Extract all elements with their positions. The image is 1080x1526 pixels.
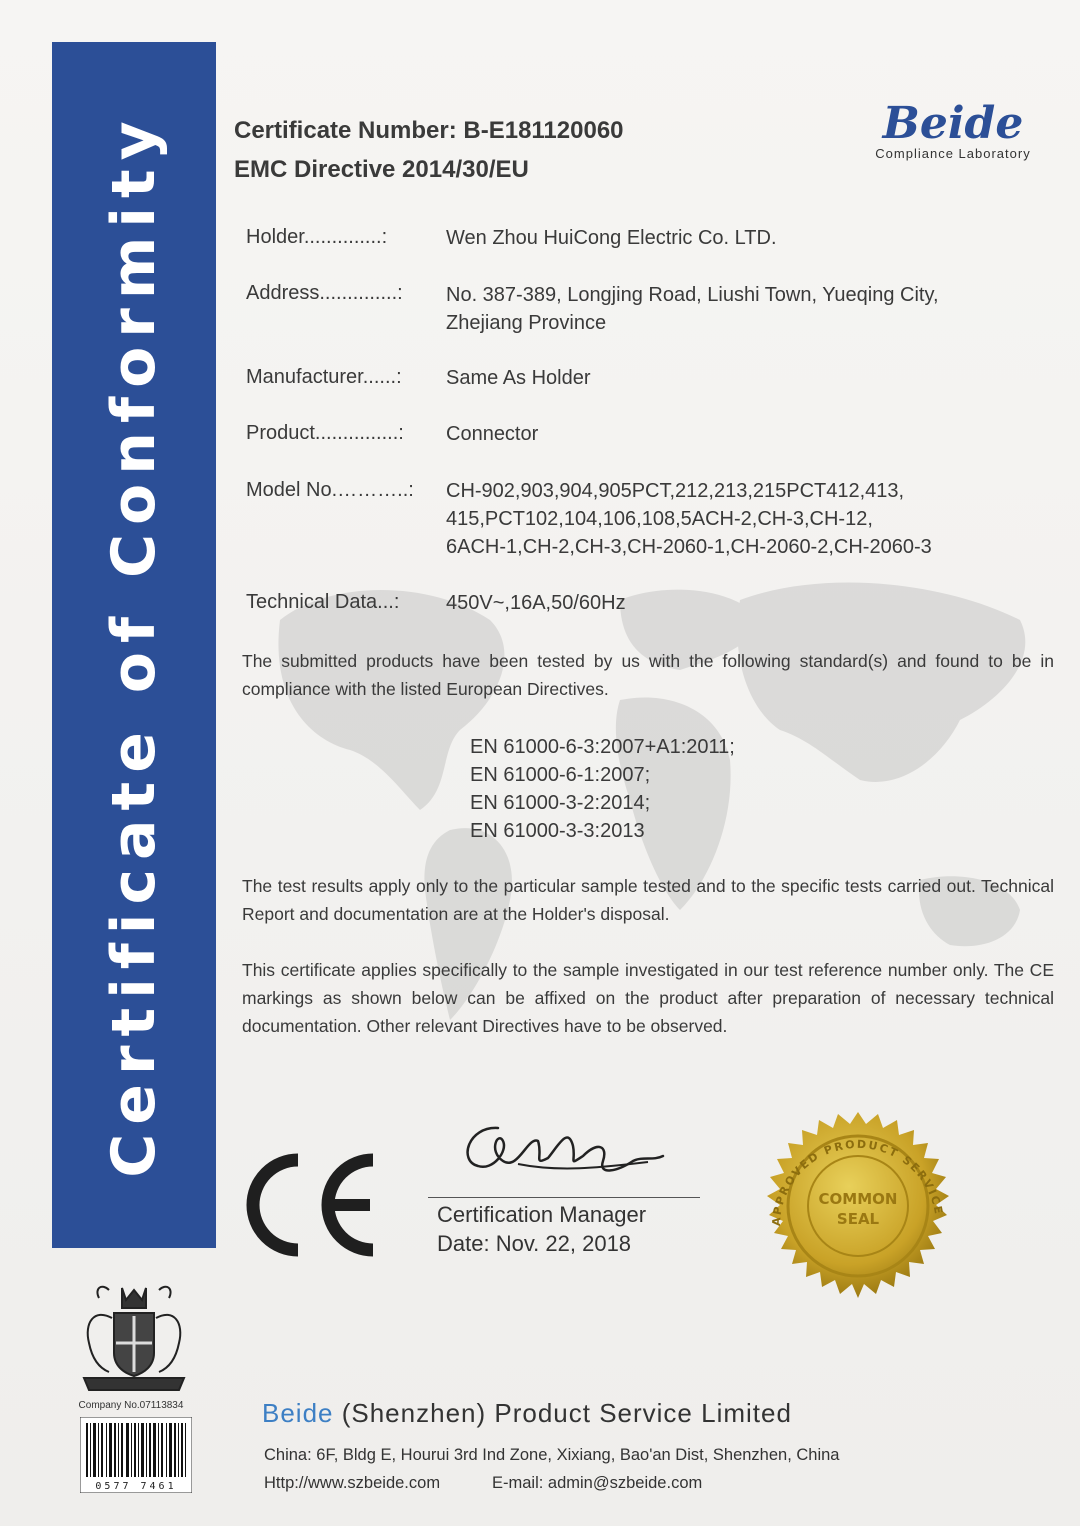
- compliance-statement: The submitted products have been tested by us with the following standard(s) and found to be in compliance with the listed European Directives.: [242, 651, 1054, 699]
- footer-email[interactable]: E-mail: admin@szbeide.com: [492, 1474, 703, 1492]
- model-value: [446, 477, 932, 561]
- certificate-number: Certificate Number: B-E181120060: [234, 117, 624, 144]
- gold-seal-icon: [742, 1110, 974, 1342]
- logo-name: Beide: [882, 98, 1024, 149]
- signature-line: [428, 1197, 700, 1198]
- address-line-1: No. 387-389, Longjing Road, Liushi Town, Yueqing City,: [446, 284, 939, 306]
- technical-data-value: 450V~,16A,50/60Hz: [446, 592, 626, 614]
- manufacturer-value: Same As Holder: [446, 367, 591, 389]
- standards-list: [470, 733, 735, 845]
- product-value: Connector: [446, 423, 539, 445]
- footer-company-name: [262, 1398, 792, 1429]
- footer-website[interactable]: Http://www.szbeide.com: [264, 1474, 441, 1492]
- model-line-1: CH-902,903,904,905PCT,212,213,215PCT412,413,: [446, 480, 905, 502]
- logo-subtitle: Compliance Laboratory: [875, 146, 1031, 161]
- seal-center-line-1: COMMON: [818, 1190, 898, 1208]
- manufacturer-label: Manufacturer......:: [246, 366, 402, 388]
- directive-title: EMC Directive 2014/30/EU: [234, 156, 529, 183]
- holder-value: Wen Zhou HuiCong Electric Co. LTD.: [446, 227, 777, 249]
- sidebar-banner: [52, 42, 216, 1248]
- address-line-2: Zhejiang Province: [446, 312, 607, 334]
- ce-mark-icon: [238, 1150, 383, 1260]
- technical-data-label: Technical Data...:: [246, 591, 400, 613]
- beide-logo: [862, 100, 1044, 161]
- seal-center-line-2: SEAL: [836, 1210, 880, 1228]
- certificate-date: Date: Nov. 22, 2018: [437, 1231, 632, 1256]
- footer-address: China: 6F, Bldg E, Hourui 3rd Ind Zone, Xixiang, Bao'an Dist, Shenzhen, China: [264, 1446, 840, 1464]
- seal-ring-text: APPROVED PRODUCT SERVICE: [769, 1137, 946, 1227]
- signature-icon: [458, 1116, 668, 1186]
- model-line-3: 6ACH-1,CH-2,CH-3,CH-2060-1,CH-2060-2,CH-2060-3: [446, 536, 932, 558]
- barcode-digits: 0577 7461: [95, 1481, 177, 1492]
- model-line-2: 415,PCT102,104,106,108,5ACH-2,CH-3,CH-12,: [446, 508, 873, 530]
- product-label: Product...............:: [246, 422, 404, 444]
- barcode-icon: [80, 1417, 192, 1493]
- sidebar-title: Certificate of Conformity: [99, 112, 169, 1178]
- certificate-scope-note: This certificate applies specifically to the sample investigated in our test reference number only. The CE markings as shown below can be affixed on the product after preparation of necessary technical documentation. Other relevant Directives have to be observed.: [242, 960, 1054, 1036]
- standard-item: EN 61000-3-3:2013: [470, 820, 645, 842]
- standard-item: EN 61000-6-1:2007;: [470, 764, 651, 786]
- standard-item: EN 61000-6-3:2007+A1:2011;: [470, 736, 735, 758]
- standard-item: EN 61000-3-2:2014;: [470, 792, 651, 814]
- holder-label: Holder..............:: [246, 226, 388, 248]
- address-value: [446, 281, 939, 337]
- company-number: Company No.07113834: [78, 1400, 184, 1411]
- signatory-role: Certification Manager: [437, 1202, 647, 1227]
- footer-name-rest: (Shenzhen) Product Service Limited: [333, 1398, 792, 1428]
- royal-crest-icon: [64, 1268, 204, 1396]
- address-label: Address..............:: [246, 282, 403, 304]
- model-label: Model No.………..:: [246, 479, 414, 501]
- footer-brand: Beide: [262, 1398, 334, 1428]
- test-results-note: The test results apply only to the particular sample tested and to the specific tests carried out. Technical Report and documentation are at the Holder's disposal.: [242, 876, 1054, 924]
